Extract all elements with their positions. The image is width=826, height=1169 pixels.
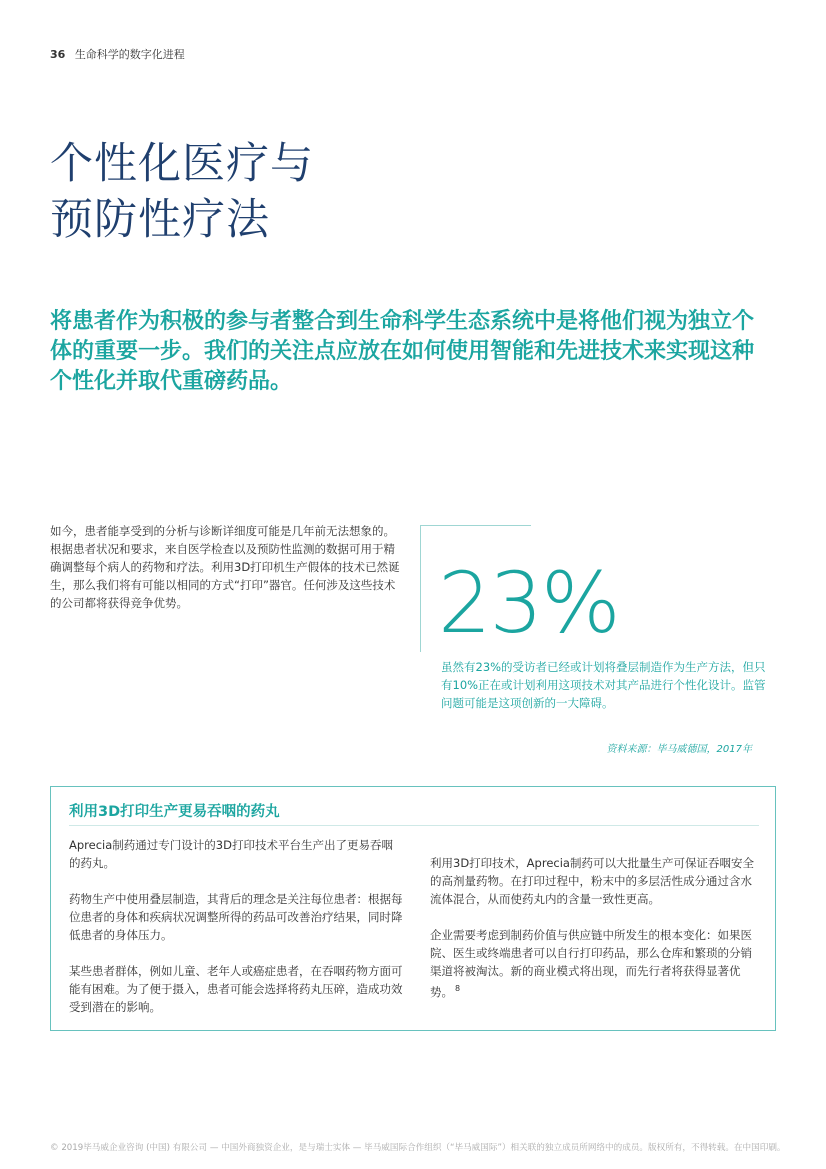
case-study-paragraph: 某些患者群体，例如儿童、老年人或癌症患者，在吞咽药物方面可能有困难。为了便于摄入，患者可能会选择将药丸压碎，造成功效受到潜在的影响。 — [69, 964, 403, 1014]
page-number: 36 — [50, 48, 66, 61]
case-study-paragraph-text: 企业需要考虑到制药价值与供应链中所发生的根本变化：如果医院、医生或终端患者可以自行打印药品，那么仓库和繁琐的分销渠道将被淘汰。新的商业模式将出现，而先行者将获得显著优势。 — [430, 928, 752, 999]
case-study-paragraph: 药物生产中使用叠层制造，其背后的理念是关注每位患者：根据每位患者的身体和疾病状况调整所得的药品可改善治疗结果，同时降低患者的身体压力。 — [69, 892, 403, 942]
lead-paragraph: 将患者作为积极的参与者整合到生命科学生态系统中是将他们视为独立个体的重要一步。我们的关注点应放在如何使用智能和先进技术来实现这种个性化并取代重磅药品。 — [50, 309, 755, 394]
page-title-line-1: 个性化医疗与 — [50, 139, 314, 189]
case-study-paragraph: 利用3D打印技术，Aprecia制药可以大批量生产可保证吞咽安全的高剂量药物。在打印过程中，粉末中的多层活性成分通过含水流体混合，从而使药丸内的含量一致性更高。 — [430, 856, 754, 906]
stat-source: 资料来源：毕马威德国，2017年 — [606, 744, 752, 755]
page-header — [50, 46, 185, 62]
case-study-divider — [69, 825, 759, 826]
copyright-footer: © 2019毕马威企业咨询 (中国) 有限公司 — 中国外商独资企业，是与瑞士实体 — 毕马威国际合作组织（“毕马威国际”）相关联的独立成员所网络中的成员。版权所有，不得转载。在中国印刷。 — [50, 1143, 786, 1153]
page-title-line-2: 预防性疗法 — [50, 195, 270, 245]
section-title: 生命科学的数字化进程 — [74, 48, 185, 61]
page-title — [50, 136, 314, 248]
stat-value: 23% — [438, 554, 619, 652]
case-study-title: 利用3D打印生产更易吞咽的药丸 — [69, 804, 280, 820]
stat-description: 虽然有23%的受访者已经或计划将叠层制造作为生产方法，但只有10%正在或计划利用这项技术对其产品进行个性化设计。监管问题可能是这项创新的一大障碍。 — [441, 660, 766, 710]
intro-paragraph: 如今，患者能享受到的分析与诊断详细度可能是几年前无法想象的。根据患者状况和要求，来自医学检查以及预防性监测的数据可用于精确调整每个病人的药物和疗法。利用3D打印机生产假体的技术已然诞生，那么我们将有可能以相同的方式“打印”器官。任何涉及这些技术的公司都将获得竞争优势。 — [50, 524, 400, 610]
case-study-left-column — [69, 836, 403, 1034]
case-study-right-column — [430, 854, 758, 1019]
case-study-paragraph-with-footnote — [430, 926, 758, 1001]
footnote-reference[interactable]: 8 — [455, 984, 461, 993]
case-study-paragraph: Aprecia制药通过专门设计的3D打印技术平台生产出了更易吞咽的药丸。 — [69, 838, 393, 870]
